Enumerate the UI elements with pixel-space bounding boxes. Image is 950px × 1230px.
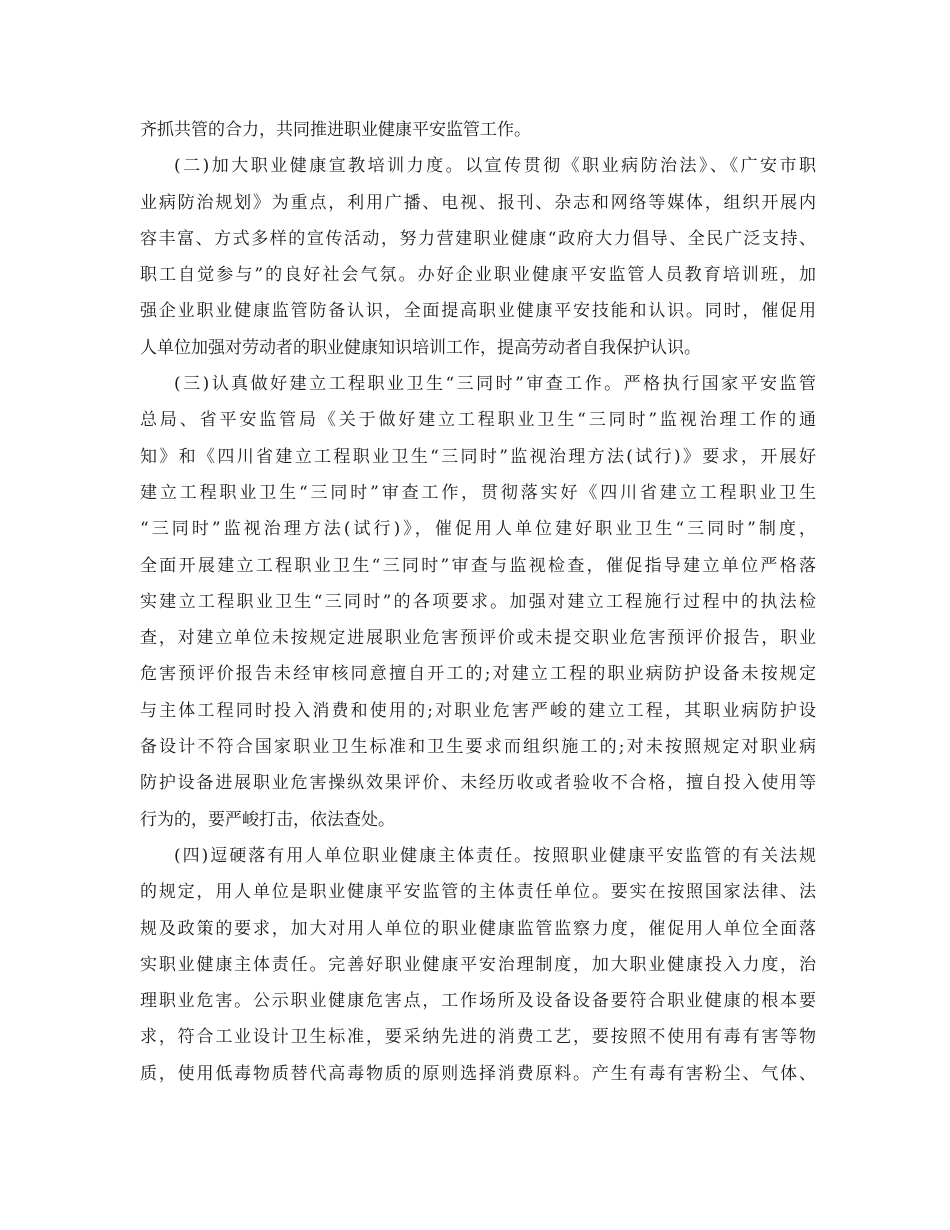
text-line: 规及政策的要求，加大对用人单位的职业健康监管监察力度，催促用人单位全面落: [140, 918, 816, 939]
paragraph-heading-3: (三)认真做好建立工程职业卫生“三同时”审查工作。严格执行国家平安监管: [174, 374, 816, 395]
text-line: 全面开展建立工程职业卫生“三同时”审查与监视检查，催促指导建立单位严格落: [140, 555, 816, 576]
text-line: 防护设备进展职业危害操纵效果评价、未经历收或者验收不合格，擅自投入使用等: [140, 773, 816, 794]
paragraph-heading-2: (二)加大职业健康宣教培训力度。以宣传贯彻《职业病防治法》、《广安市职: [174, 156, 816, 177]
text-line: 的规定，用人单位是职业健康平安监管的主体责任单位。要实在按照国家法律、法: [140, 882, 816, 903]
text-line: 实建立工程职业卫生“三同时”的各项要求。加强对建立工程施行过程中的执法检: [140, 591, 816, 612]
text-line: 实职业健康主体责任。完善好职业健康平安治理制度，加大职业健康投入力度，治: [140, 954, 816, 975]
text-line: 强企业职业健康监管防备认识，全面提高职业健康平安技能和认识。同时，催促用: [140, 301, 816, 322]
text-line: 总局、省平安监管局《关于做好建立工程职业卫生“三同时”监视治理工作的通: [140, 410, 816, 431]
text-line: 职工自觉参与”的良好社会气氛。办好企业职业健康平安监管人员教育培训班，加: [140, 265, 816, 286]
text-line: 备设计不符合国家职业卫生标准和卫生要求而组织施工的;对未按照规定对职业病: [140, 737, 816, 758]
text-line: 求，符合工业设计卫生标准，要采纳先进的消费工艺，要按照不使用有毒有害等物: [140, 1027, 816, 1048]
text-line: 理职业危害。公示职业健康危害点，工作场所及设备设备要符合职业健康的根本要: [140, 991, 816, 1012]
text-line: 查，对建立单位未按规定进展职业危害预评价或未提交职业危害预评价报告，职业: [140, 628, 816, 649]
text-line: 知》和《四川省建立工程职业卫生“三同时”监视治理方法(试行)》要求，开展好: [140, 446, 816, 467]
body-text: [140, 112, 816, 1092]
text-line: 与主体工程同时投入消费和使用的;对职业危害严峻的建立工程，其职业病防护设: [140, 700, 816, 721]
text-line: 建立工程职业卫生“三同时”审查工作，贯彻落实好《四川省建立工程职业卫生: [140, 482, 816, 503]
text-line: 行为的，要严峻打击，依法查处。: [140, 809, 395, 830]
text-line: 业病防治规划》为重点，利用广播、电视、报刊、杂志和网络等媒体，组织开展内: [140, 192, 816, 213]
text-line: 容丰富、方式多样的宣传活动，努力营建职业健康“政府大力倡导、全民广泛支持、: [140, 228, 816, 249]
text-line: 齐抓共管的合力，共同推进职业健康平安监管工作。: [140, 120, 531, 140]
text-line: “三同时”监视治理方法(试行)》，催促用人单位建好职业卫生“三同时”制度，: [140, 519, 816, 540]
text-line: 质，使用低毒物质替代高毒物质的原则选择消费原料。产生有毒有害粉尘、气体、: [140, 1063, 816, 1084]
text-line: 危害预评价报告未经审核同意擅自开工的;对建立工程的职业病防护设备未按规定: [140, 664, 816, 685]
text-line: 人单位加强对劳动者的职业健康知识培训工作，提高劳动者自我保护认识。: [140, 337, 701, 358]
paragraph-heading-4: (四)逗硬落有用人单位职业健康主体责任。按照职业健康平安监管的有关法规: [174, 845, 816, 866]
